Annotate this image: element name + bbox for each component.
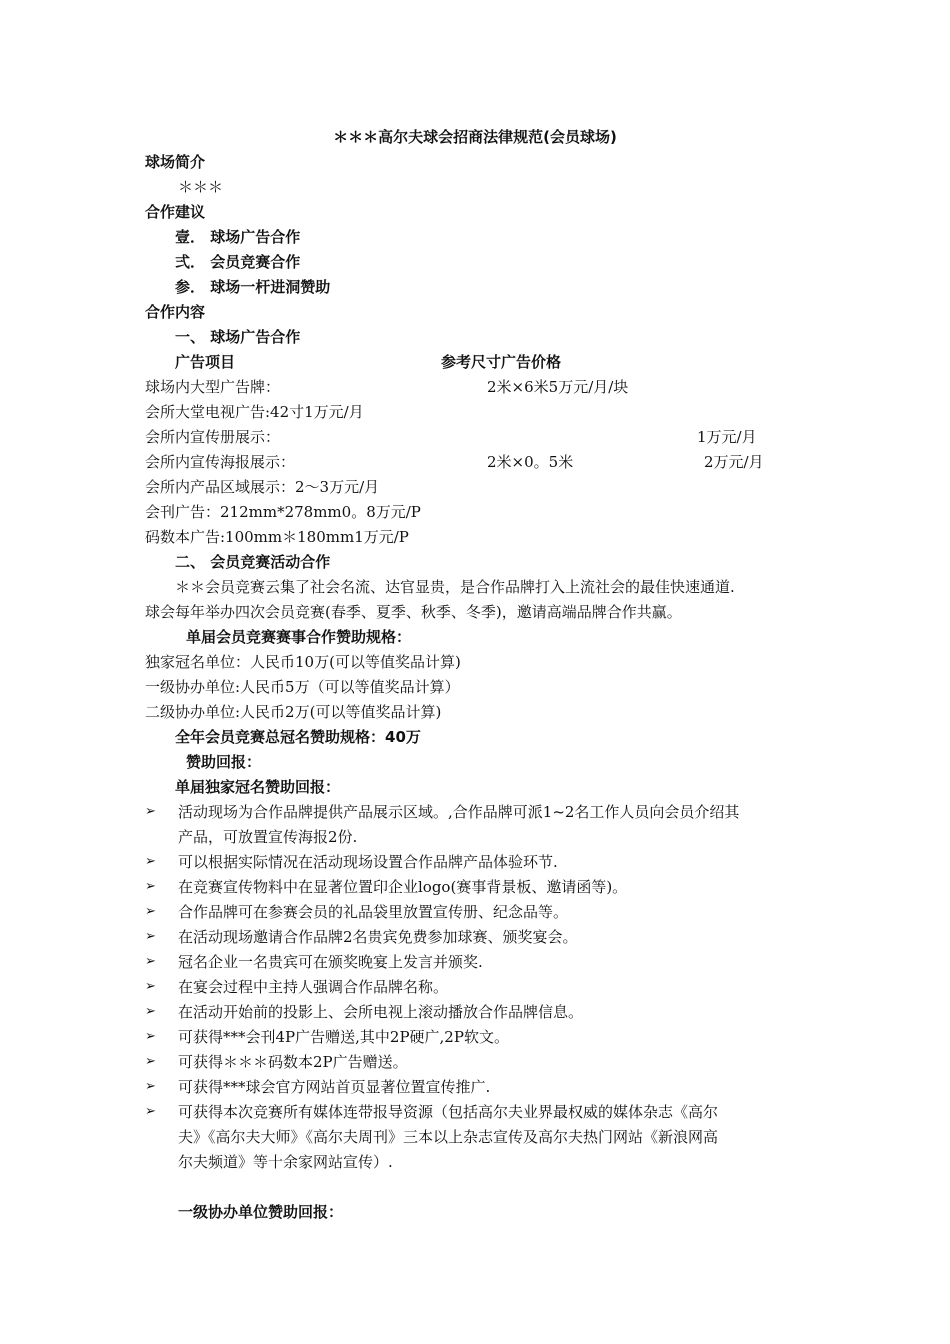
ad-row-price: 1万元/月 bbox=[697, 428, 757, 446]
bullet-arrow-icon: ➢ bbox=[145, 1079, 156, 1094]
ad-row-item: 会所大堂电视广告:42寸1万元/月 bbox=[145, 403, 364, 421]
suggestion-item: 参． 球场一杆进洞赞助 bbox=[175, 278, 331, 296]
bullet-text: 可获得***球会官方网站首页显著位置宣传推广. bbox=[178, 1078, 491, 1096]
bullet-arrow-icon: ➢ bbox=[145, 1104, 156, 1119]
level1-return-heading: 一级协办单位赞助回报： bbox=[178, 1203, 344, 1221]
intro-heading: 球场简介 bbox=[145, 153, 206, 171]
bullet-text: 可以根据实际情况在活动现场设置合作品牌产品体验环节. bbox=[178, 853, 558, 871]
suggestion-item: 弍． 会员竞赛合作 bbox=[175, 253, 301, 271]
bullet-arrow-icon: ➢ bbox=[145, 1054, 156, 1069]
bullet-text: 尔夫频道》等十余家网站宣传）. bbox=[178, 1153, 393, 1171]
spec-line: 一级协办单位:人民币5万（可以等值奖品计算） bbox=[145, 678, 460, 696]
single-spec-heading: 单届会员竞赛赛事合作赞助规格： bbox=[186, 628, 412, 646]
section2-paragraph: ＊＊会员竞赛云集了社会名流、达官显贵，是合作品牌打入上流社会的最佳快速通道. bbox=[175, 578, 735, 596]
ad-table-col-size-price: 参考尺寸广告价格 bbox=[441, 353, 562, 371]
section2-heading: 二、 会员竞赛活动合作 bbox=[175, 553, 331, 571]
return-heading: 赞助回报： bbox=[186, 753, 262, 771]
suggestion-heading: 合作建议 bbox=[145, 203, 206, 221]
bullet-arrow-icon: ➢ bbox=[145, 1029, 156, 1044]
bullet-arrow-icon: ➢ bbox=[145, 929, 156, 944]
content-heading: 合作内容 bbox=[145, 303, 206, 321]
ad-table-col-item: 广告项目 bbox=[175, 353, 236, 371]
bullet-text: 冠名企业一名贵宾可在颁奖晚宴上发言并颁奖. bbox=[178, 953, 483, 971]
ad-row-item: 球场内大型广告牌： bbox=[145, 378, 281, 396]
ad-row-item: 会刊广告：212mm*278mm0。8万元/P bbox=[145, 503, 421, 521]
bullet-text: 在活动开始前的投影上、会所电视上滚动播放合作品牌信息。 bbox=[178, 1003, 584, 1021]
bullet-arrow-icon: ➢ bbox=[145, 804, 156, 819]
bullet-arrow-icon: ➢ bbox=[145, 979, 156, 994]
ad-row-item: 会所内宣传海报展示： bbox=[145, 453, 296, 471]
bullet-text: 在活动现场邀请合作品牌2名贵宾免费参加球赛、颁奖宴会。 bbox=[178, 928, 578, 946]
ad-row-size: 2米×0。5米 bbox=[487, 453, 574, 471]
bullet-arrow-icon: ➢ bbox=[145, 954, 156, 969]
bullet-text: 产品，可放置宣传海报2份. bbox=[178, 828, 358, 846]
section1-heading: 一、 球场广告合作 bbox=[175, 328, 301, 346]
bullet-text: 活动现场为合作品牌提供产品展示区域。,合作品牌可派1~2名工作人员向会员介绍其 bbox=[178, 803, 740, 821]
section2-paragraph: 球会每年举办四次会员竞赛(春季、夏季、秋季、冬季)，邀请高端品牌合作共赢。 bbox=[145, 603, 682, 621]
bullet-text: 在宴会过程中主持人强调合作品牌名称。 bbox=[178, 978, 449, 996]
document-title: ＊＊＊高尔夫球会招商法律规范(会员球场) bbox=[333, 128, 617, 146]
bullet-arrow-icon: ➢ bbox=[145, 1004, 156, 1019]
ad-row-item: 码数本广告:100mm＊180mm1万元/P bbox=[145, 528, 409, 546]
bullet-text: 可获得***会刊4P广告赠送,其中2P硬广,2P软文。 bbox=[178, 1028, 509, 1046]
intro-body: ＊＊＊ bbox=[178, 178, 224, 196]
spec-line: 独家冠名单位：人民币10万(可以等值奖品计算) bbox=[145, 653, 461, 671]
annual-spec: 全年会员竞赛总冠名赞助规格：40万 bbox=[175, 728, 421, 746]
bullet-text: 可获得本次竞赛所有媒体连带报导资源（包括高尔夫业界最权威的媒体杂志《高尔 bbox=[178, 1103, 719, 1121]
bullet-arrow-icon: ➢ bbox=[145, 854, 156, 869]
bullet-text: 合作品牌可在参赛会员的礼品袋里放置宣传册、纪念品等。 bbox=[178, 903, 569, 921]
ad-row-price: 2万元/月 bbox=[704, 453, 764, 471]
bullet-text: 可获得＊＊＊码数本2P广告赠送。 bbox=[178, 1053, 408, 1071]
ad-row-item: 会所内宣传册展示： bbox=[145, 428, 281, 446]
bullet-text: 在竞赛宣传物料中在显著位置印企业logo(赛事背景板、邀请函等)。 bbox=[178, 878, 628, 896]
bullet-arrow-icon: ➢ bbox=[145, 904, 156, 919]
suggestion-item: 壹． 球场广告合作 bbox=[175, 228, 301, 246]
spec-line: 二级协办单位:人民币2万(可以等值奖品计算) bbox=[145, 703, 442, 721]
bullet-arrow-icon: ➢ bbox=[145, 879, 156, 894]
bullet-text: 夫》《高尔夫大师》《高尔夫周刊》三本以上杂志宣传及高尔夫热门网站《新浪网高 bbox=[178, 1128, 719, 1146]
ad-row-item: 会所内产品区域展示：2～3万元/月 bbox=[145, 478, 380, 496]
exclusive-return-heading: 单届独家冠名赞助回报： bbox=[175, 778, 341, 796]
ad-row-size: 2米×6米5万元/月/块 bbox=[487, 378, 629, 396]
